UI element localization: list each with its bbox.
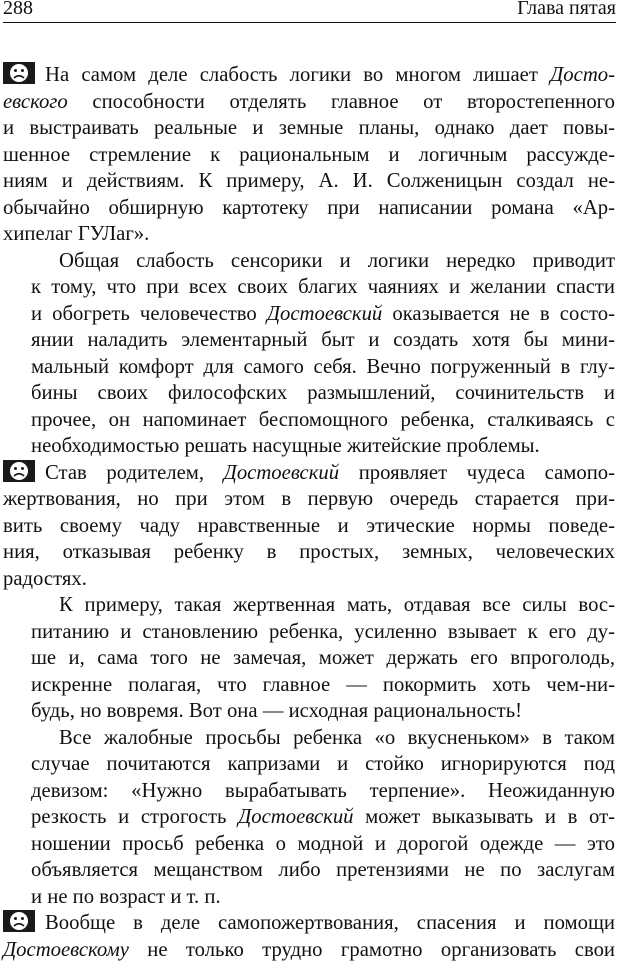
text-run: радостях. — [3, 568, 87, 590]
text-run: Общая слабость сенсорики и логики нередко приводит — [59, 250, 615, 272]
text-line — [3, 539, 615, 566]
text-line — [3, 751, 615, 778]
text-run: и не по возраст и т. п. — [31, 886, 221, 908]
paragraph — [3, 248, 615, 460]
text-run: будь, но вовремя. Вот она — исходная рациональность! — [31, 700, 522, 722]
text-line — [3, 725, 615, 752]
text-line — [3, 433, 615, 460]
text-run: питанию и становлению ребенка, усиленно взывает к его ду- — [31, 621, 615, 643]
text-run: объявляется мещанством либо претензиями не по заслугам — [31, 859, 615, 881]
emphasis-text: Досто- — [550, 64, 615, 86]
text-run: вить своему чаду нравственные и этические нормы поведе- — [3, 515, 615, 537]
text-line — [3, 831, 615, 858]
text-run: резкость и строгость — [31, 806, 238, 828]
sad-face-icon — [3, 910, 35, 932]
text-run: искренне полагая, что главное — покормить хоть чем-ни- — [31, 674, 615, 696]
text-run: проявляет чудеса самопо- — [339, 462, 615, 484]
text-line — [3, 513, 615, 540]
text-run: ношении просьб ребенка о модной и дорогой одежде — это — [31, 833, 615, 855]
text-line — [3, 937, 615, 963]
chapter-title: Глава пятая — [517, 0, 616, 18]
text-run: шенное стремление к рациональным и логичным рассужде- — [3, 144, 615, 166]
text-line — [3, 301, 615, 328]
text-run: ниям и действиям. К примеру, А. И. Солженицын создал не- — [3, 170, 615, 192]
text-run: и выстраивать реальные и земные планы, однако дает повы- — [3, 117, 615, 139]
text-run: ния, отказывая ребенку в простых, земных, человеческих — [3, 541, 615, 563]
text-run: ше и, сама того не замечая, может держать его впроголодь, — [31, 647, 615, 669]
paragraph — [3, 592, 615, 725]
text-line — [3, 619, 615, 646]
text-line — [3, 115, 615, 142]
text-line — [3, 566, 615, 593]
text-line — [3, 380, 615, 407]
page-body — [3, 62, 615, 963]
text-line — [3, 274, 615, 301]
text-run: может выказывать и в от- — [354, 806, 615, 828]
emphasis-text: Достоевский — [224, 462, 339, 484]
text-line — [3, 460, 615, 487]
text-line — [3, 778, 615, 805]
page-header — [3, 0, 616, 23]
paragraph — [3, 460, 615, 593]
text-line — [3, 142, 615, 169]
text-run: девизом: «Нужно вырабатывать терпение». Неожиданную — [31, 780, 615, 802]
text-line — [3, 804, 615, 831]
text-line — [3, 645, 615, 672]
text-line — [3, 698, 615, 725]
text-line — [3, 857, 615, 884]
text-run: жертвования, но при этом в первую очередь старается при- — [3, 488, 615, 510]
page-number: 288 — [3, 0, 33, 18]
text-run: мальный комфорт для самого себя. Вечно погруженный в глу- — [31, 356, 615, 378]
text-run: и обогреть человечество — [31, 303, 267, 325]
text-run: хипелаг ГУЛаг». — [3, 223, 149, 245]
text-line — [3, 486, 615, 513]
paragraph — [3, 62, 615, 248]
text-run: На самом деле слабость логики во многом лишает — [45, 64, 550, 86]
emphasis-text: Достоевский — [267, 303, 382, 325]
text-line — [3, 884, 615, 911]
text-line — [3, 354, 615, 381]
sad-face-icon — [3, 460, 35, 482]
text-line — [3, 195, 615, 222]
paragraph — [3, 725, 615, 911]
emphasis-text: евского — [3, 91, 68, 113]
text-run: не только трудно грамотно организовать свои — [129, 939, 615, 961]
text-line — [3, 89, 615, 116]
text-line — [3, 592, 615, 619]
text-run: Став родителем, — [45, 462, 224, 484]
text-line — [3, 910, 615, 937]
text-run: необходимостью решать насущные житейские проблемы. — [31, 435, 540, 457]
text-run: способности отделять главное от второстепенного — [68, 91, 615, 113]
text-run: к тому, что при всех своих благих чаяниях и желании спасти — [31, 276, 615, 298]
paragraph — [3, 910, 615, 963]
emphasis-text: Достоевский — [238, 806, 353, 828]
text-line — [3, 327, 615, 354]
text-run: обычайно обширную картотеку при написании романа «Ар- — [3, 197, 615, 219]
text-run: К примеру, такая жертвенная мать, отдавая все силы вос- — [59, 594, 615, 616]
text-line — [3, 221, 615, 248]
text-run: янии наладить элементарный быт и создать хотя бы мини- — [31, 329, 615, 351]
text-line — [3, 672, 615, 699]
text-line — [3, 407, 615, 434]
emphasis-text: Достоевскому — [3, 939, 129, 961]
text-line — [3, 168, 615, 195]
text-run: прочее, он напоминает беспомощного ребенка, сталкиваясь с — [31, 409, 615, 431]
text-line — [3, 62, 615, 89]
text-run: случае почитаются капризами и стойко игнорируются под — [31, 753, 615, 775]
sad-face-icon — [3, 62, 35, 84]
text-run: оказывается не в состо- — [382, 303, 615, 325]
text-line — [3, 248, 615, 275]
text-run: Вообще в деле самопожертвования, спасения и помощи — [45, 912, 615, 934]
text-run: Все жалобные просьбы ребенка «о вкусненьком» в таком — [59, 727, 615, 749]
text-run: бины своих философских размышлений, сочинительств и — [31, 382, 615, 404]
